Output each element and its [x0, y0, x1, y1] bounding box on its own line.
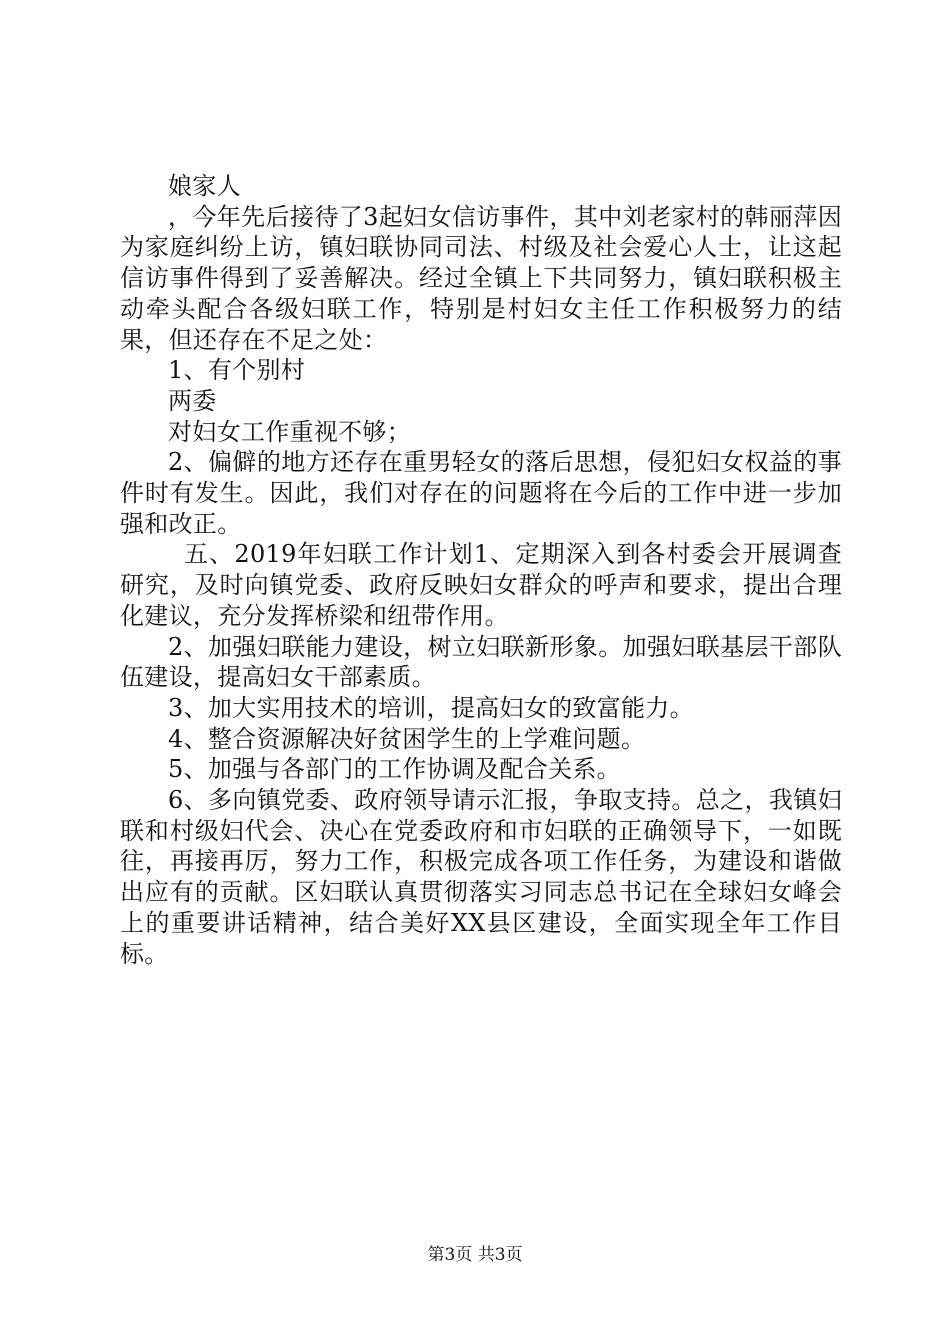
paragraph-10: 4、整合资源解决好贫困学生的上学难问题。	[168, 724, 646, 753]
document-body	[120, 171, 842, 969]
paragraph-6: 2、偏僻的地方还存在重男轻女的落后思想，侵犯妇女权益的事件时有发生。因此，我们对存在的问题将在今后的工作中进一步加强和改正。	[120, 448, 842, 538]
paragraph-4: 两委	[168, 386, 217, 415]
paragraph-9: 3、加大实用技术的培训，提高妇女的致富能力。	[168, 693, 694, 722]
paragraph-7: 五、2019年妇联工作计划1、定期深入到各村委会开展调查研究，及时向镇党委、政府反映妇女群众的呼声和要求，提出合理化建议，充分发挥桥梁和纽带作用。	[120, 540, 842, 630]
paragraph-8: 2、加强妇联能力建设，树立妇联新形象。加强妇联基层干部队伍建设，提高妇女干部素质。	[120, 632, 842, 692]
paragraph-12: 6、多向镇党委、政府领导请示汇报，争取支持。总之，我镇妇联和村级妇代会、决心在党委政府和市妇联的正确领导下，一如既往，再接再厉，努力工作，积极完成各项工作任务，为建设和谐做出应有的贡献。区妇联认真贯彻落实习同志总书记在全球妇女峰会上的重要讲话精神，结合美好XX县区建设，全面实现全年工作目标。	[120, 786, 842, 968]
paragraph-3: 1、有个别村	[168, 356, 306, 385]
paragraph-5: 对妇女工作重视不够；	[168, 417, 411, 446]
paragraph-2: ，今年先后接待了3起妇女信访事件，其中刘老家村的韩丽萍因为家庭纠纷上访，镇妇联协同司法、村级及社会爱心人士，让这起信访事件得到了妥善解决。经过全镇上下共同努力，镇妇联积极主动牵头配合各级妇联工作，特别是村妇女主任工作积极努力的结果，但还存在不足之处：	[120, 202, 842, 354]
page-footer: 第3页 共3页	[427, 1245, 523, 1265]
paragraph-1: 娘家人	[168, 172, 241, 200]
paragraph-11: 5、加强与各部门的工作协调及配合关系。	[168, 755, 621, 784]
